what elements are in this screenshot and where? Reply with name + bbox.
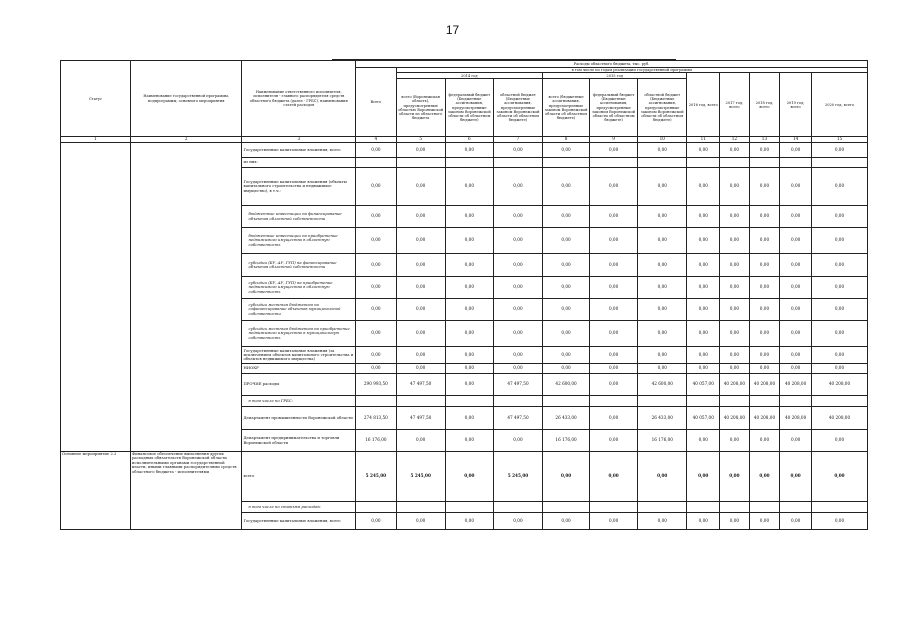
expense-item-label: Государственные капитальные вложения, всего: [242, 513, 356, 530]
value-cell: 0,00: [445, 374, 493, 396]
value-cell: 0,00: [396, 299, 445, 321]
value-cell: [356, 396, 396, 407]
value-cell: 0,00: [749, 513, 780, 530]
value-cell: 0,00: [811, 143, 867, 158]
value-cell: 0,00: [445, 228, 493, 254]
header-obl-2015: областной бюджет (Бюджетные ассигнования, предусмотренные законом Воронежской области об областном бюджете): [638, 79, 687, 137]
header-expenses-title: Расходы областного бюджета, тыс. руб.: [356, 61, 868, 68]
value-cell: 0,00: [445, 407, 493, 430]
index-cell: 8: [543, 137, 590, 143]
index-cell: 15: [811, 137, 867, 143]
value-cell: 0,00: [356, 513, 396, 530]
value-cell: 0,00: [638, 277, 687, 299]
expense-item-label: Государственные капитальные вложения (за исключением объектов капитального строительства и объектов недвижимого имущества): [242, 347, 356, 364]
value-cell: 0,00: [543, 228, 590, 254]
value-cell: 0,00: [720, 364, 750, 374]
program-cell: [130, 143, 242, 452]
value-cell: 0,00: [780, 430, 812, 452]
value-cell: 0,00: [687, 452, 720, 502]
activity-name: Финансовое обеспечение выполнения других расходных обязательств Воронежской области исполнительными органами государственной власти, иными главными распорядителями средств областного бюджета - исполнителями: [130, 452, 242, 530]
value-cell: 0,00: [720, 143, 750, 158]
value-cell: 47 497,50: [396, 374, 445, 396]
value-cell: [396, 502, 445, 513]
value-cell: 40 208,00: [780, 374, 812, 396]
value-cell: 0,00: [590, 228, 638, 254]
value-cell: 0,00: [687, 299, 720, 321]
header-executor: Наименование ответственного исполнителя, исполнителя - главного распорядителя средств областного бюджета (далее - ГРБС), наименования статей расходов: [242, 61, 356, 137]
value-cell: [780, 158, 812, 168]
value-cell: 0,00: [543, 452, 590, 502]
value-cell: 0,00: [445, 254, 493, 277]
value-cell: 0,00: [749, 430, 780, 452]
value-cell: 0,00: [590, 407, 638, 430]
value-cell: 0,00: [811, 168, 867, 206]
value-cell: [749, 396, 780, 407]
value-cell: 0,00: [493, 254, 542, 277]
value-cell: 0,00: [638, 143, 687, 158]
value-cell: 0,00: [445, 299, 493, 321]
value-cell: 0,00: [687, 277, 720, 299]
value-cell: 0,00: [687, 143, 720, 158]
value-cell: 5 245,00: [356, 452, 396, 502]
value-cell: [590, 158, 638, 168]
value-cell: 0,00: [356, 321, 396, 347]
value-cell: [356, 502, 396, 513]
value-cell: 0,00: [356, 299, 396, 321]
value-cell: [811, 158, 867, 168]
value-cell: 0,00: [749, 277, 780, 299]
value-cell: [445, 158, 493, 168]
value-cell: 40 057,00: [687, 407, 720, 430]
value-cell: 0,00: [543, 168, 590, 206]
value-cell: 0,00: [811, 254, 867, 277]
header-obl-2014: областной бюджет (Бюджетные ассигнования, предусмотренные законом Воронежской области об областном бюджете): [493, 79, 542, 137]
value-cell: [396, 158, 445, 168]
value-cell: 0,00: [590, 321, 638, 347]
value-cell: 0,00: [356, 206, 396, 228]
value-cell: 0,00: [590, 168, 638, 206]
value-cell: 0,00: [356, 254, 396, 277]
index-cell: 6: [445, 137, 493, 143]
table-header: [61, 61, 868, 137]
expense-item-label: Государственные капитальные вложения, всего: [242, 143, 356, 158]
value-cell: 0,00: [780, 228, 812, 254]
value-cell: 40 208,00: [720, 407, 750, 430]
value-cell: 0,00: [749, 168, 780, 206]
value-cell: [720, 158, 750, 168]
value-cell: 0,00: [780, 452, 812, 502]
value-cell: 47 497,50: [493, 374, 542, 396]
value-cell: 0,00: [445, 321, 493, 347]
value-cell: 0,00: [811, 228, 867, 254]
value-cell: 0,00: [493, 299, 542, 321]
index-cell: 10: [638, 137, 687, 143]
value-cell: 40 208,00: [780, 407, 812, 430]
expense-item-label: в том числе по ГРБС:: [242, 396, 356, 407]
header-2018: 2018 год, всего: [749, 73, 780, 137]
value-cell: 0,00: [356, 277, 396, 299]
value-cell: [638, 502, 687, 513]
value-cell: 0,00: [638, 513, 687, 530]
value-cell: 0,00: [543, 364, 590, 374]
value-cell: 0,00: [780, 321, 812, 347]
value-cell: 0,00: [638, 168, 687, 206]
value-cell: 0,00: [638, 206, 687, 228]
value-cell: 0,00: [687, 254, 720, 277]
value-cell: [749, 158, 780, 168]
value-cell: 0,00: [749, 143, 780, 158]
value-cell: 0,00: [780, 254, 812, 277]
value-cell: 0,00: [445, 143, 493, 158]
value-cell: [356, 158, 396, 168]
table-body: [61, 137, 868, 530]
value-cell: 0,00: [445, 206, 493, 228]
expense-item-label: ПРОЧИЕ расходы: [242, 374, 356, 396]
value-cell: 0,00: [720, 228, 750, 254]
value-cell: 0,00: [590, 143, 638, 158]
value-cell: 0,00: [445, 430, 493, 452]
expense-item-label: субсидии местным бюджетам на софинансирование объектов муниципальной собственности: [242, 299, 356, 321]
value-cell: 0,00: [780, 206, 812, 228]
index-cell: 3: [242, 137, 356, 143]
value-cell: 0,00: [493, 364, 542, 374]
value-cell: [749, 502, 780, 513]
value-cell: 40 208,00: [811, 407, 867, 430]
value-cell: 0,00: [356, 347, 396, 364]
index-cell: 7: [493, 137, 542, 143]
value-cell: 16 176,00: [638, 430, 687, 452]
value-cell: [687, 502, 720, 513]
value-cell: 0,00: [396, 321, 445, 347]
value-cell: 0,00: [720, 452, 750, 502]
value-cell: 0,00: [396, 254, 445, 277]
value-cell: 0,00: [590, 364, 638, 374]
index-cell: 2: [130, 137, 242, 143]
table-row: [61, 143, 868, 158]
index-cell: 1: [61, 137, 131, 143]
value-cell: 0,00: [811, 321, 867, 347]
value-cell: 0,00: [493, 347, 542, 364]
value-cell: 0,00: [543, 277, 590, 299]
value-cell: 0,00: [590, 513, 638, 530]
value-cell: 0,00: [749, 347, 780, 364]
expense-item-label: Государственные капитальные вложения (объекты капитального строительства и недвижимое имущество), в т.ч.:: [242, 168, 356, 206]
value-cell: 0,00: [590, 374, 638, 396]
expense-item-label: субсидии (БУ, АУ, ГУП) на финансирование объектов областной собственности: [242, 254, 356, 277]
value-cell: 0,00: [396, 347, 445, 364]
value-cell: 0,00: [780, 364, 812, 374]
table-row: [61, 452, 868, 502]
index-cell: 11: [687, 137, 720, 143]
value-cell: 0,00: [638, 299, 687, 321]
value-cell: 0,00: [590, 430, 638, 452]
value-cell: [543, 396, 590, 407]
value-cell: 0,00: [445, 277, 493, 299]
value-cell: 0,00: [720, 254, 750, 277]
value-cell: 0,00: [493, 228, 542, 254]
value-cell: 0,00: [356, 168, 396, 206]
value-cell: 0,00: [687, 513, 720, 530]
expense-item-label: субсидии (БУ, АУ, ГУП) на приобретение недвижимого имущества в областную собственность: [242, 277, 356, 299]
header-year-2015: 2015 год: [543, 73, 687, 79]
value-cell: 26 433,00: [543, 407, 590, 430]
value-cell: 42 600,00: [638, 374, 687, 396]
value-cell: 40 208,00: [749, 407, 780, 430]
value-cell: [780, 396, 812, 407]
value-cell: 0,00: [543, 206, 590, 228]
value-cell: 0,00: [638, 364, 687, 374]
value-cell: [687, 396, 720, 407]
value-cell: [638, 396, 687, 407]
value-cell: 0,00: [720, 347, 750, 364]
value-cell: [811, 396, 867, 407]
value-cell: 0,00: [590, 452, 638, 502]
value-cell: 0,00: [543, 513, 590, 530]
value-cell: 0,00: [396, 430, 445, 452]
expense-item-label: всего: [242, 452, 356, 502]
value-cell: 0,00: [445, 347, 493, 364]
value-cell: 0,00: [780, 347, 812, 364]
value-cell: [493, 158, 542, 168]
value-cell: 5 245,00: [396, 452, 445, 502]
budget-table: [60, 60, 868, 530]
index-cell: 5: [396, 137, 445, 143]
value-cell: 0,00: [543, 347, 590, 364]
value-cell: [720, 396, 750, 407]
value-cell: 0,00: [720, 168, 750, 206]
value-cell: 0,00: [396, 277, 445, 299]
value-cell: 290 993,50: [356, 374, 396, 396]
value-cell: 0,00: [720, 277, 750, 299]
value-cell: 0,00: [780, 143, 812, 158]
value-cell: [445, 396, 493, 407]
value-cell: 0,00: [687, 321, 720, 347]
value-cell: [590, 396, 638, 407]
value-cell: [687, 158, 720, 168]
header-own-2014: всего (Воронежская область), предусмотренные областью Воронежской области из областного бюджета: [396, 79, 445, 137]
expense-item-label: бюджетные инвестиции на приобретение недвижимого имущества в областную собственность: [242, 228, 356, 254]
value-cell: 0,00: [687, 364, 720, 374]
value-cell: 0,00: [638, 254, 687, 277]
value-cell: 0,00: [749, 228, 780, 254]
value-cell: 0,00: [396, 206, 445, 228]
value-cell: [396, 396, 445, 407]
value-cell: 0,00: [720, 206, 750, 228]
value-cell: 0,00: [445, 168, 493, 206]
value-cell: 42 600,00: [543, 374, 590, 396]
value-cell: 0,00: [749, 254, 780, 277]
value-cell: 0,00: [445, 364, 493, 374]
value-cell: 0,00: [493, 277, 542, 299]
value-cell: [543, 158, 590, 168]
value-cell: 0,00: [493, 168, 542, 206]
value-cell: 0,00: [780, 277, 812, 299]
value-cell: 0,00: [811, 452, 867, 502]
index-cell: 12: [720, 137, 750, 143]
value-cell: 0,00: [445, 452, 493, 502]
value-cell: 0,00: [493, 321, 542, 347]
expense-item-label: субсидии местным бюджетам на приобретение недвижимого имущества в муниципальную собственность: [242, 321, 356, 347]
value-cell: 0,00: [493, 513, 542, 530]
value-cell: 0,00: [687, 228, 720, 254]
status-cell: [61, 143, 131, 452]
value-cell: 0,00: [590, 299, 638, 321]
header-status: Статус: [61, 61, 131, 137]
value-cell: 16 176,00: [543, 430, 590, 452]
header-fed-2015: федеральный бюджет (Бюджетные ассигнования, предусмотренные законом Воронежской области об областном бюджете): [590, 79, 638, 137]
index-cell: 4: [356, 137, 396, 143]
value-cell: 0,00: [749, 206, 780, 228]
value-cell: 0,00: [811, 299, 867, 321]
value-cell: [780, 502, 812, 513]
activity-status: Основное мероприятие 2.2: [61, 452, 131, 530]
value-cell: 0,00: [749, 299, 780, 321]
value-cell: 0,00: [543, 321, 590, 347]
expense-item-label: НИОКР: [242, 364, 356, 374]
value-cell: 40 208,00: [811, 374, 867, 396]
value-cell: 0,00: [720, 321, 750, 347]
value-cell: 0,00: [356, 143, 396, 158]
header-by-years: в том числе по годам реализации государственной программы: [396, 68, 867, 73]
value-cell: 47 497,50: [493, 407, 542, 430]
value-cell: 0,00: [811, 364, 867, 374]
value-cell: 0,00: [811, 347, 867, 364]
value-cell: 0,00: [638, 228, 687, 254]
expense-item-label: в том числе по статьям расходов:: [242, 502, 356, 513]
value-cell: 0,00: [396, 143, 445, 158]
value-cell: 0,00: [811, 513, 867, 530]
header-2016: 2016 год, всего: [687, 73, 720, 137]
value-cell: 40 208,00: [720, 374, 750, 396]
value-cell: 0,00: [543, 299, 590, 321]
value-cell: 5 245,00: [493, 452, 542, 502]
value-cell: 274 813,50: [356, 407, 396, 430]
value-cell: 16 176,00: [356, 430, 396, 452]
value-cell: [811, 502, 867, 513]
header-total: Всего: [356, 68, 396, 137]
value-cell: 0,00: [638, 452, 687, 502]
value-cell: 0,00: [543, 143, 590, 158]
header-2017: 2017 год, всего: [720, 73, 750, 137]
value-cell: 0,00: [590, 254, 638, 277]
value-cell: 40 057,00: [687, 374, 720, 396]
index-cell: 13: [749, 137, 780, 143]
header-year-2014: 2014 год: [396, 73, 542, 79]
value-cell: 0,00: [780, 299, 812, 321]
value-cell: 0,00: [493, 430, 542, 452]
value-cell: 0,00: [396, 168, 445, 206]
value-cell: 0,00: [493, 206, 542, 228]
value-cell: [720, 502, 750, 513]
value-cell: 0,00: [396, 228, 445, 254]
value-cell: 0,00: [638, 321, 687, 347]
index-cell: 9: [590, 137, 638, 143]
value-cell: 0,00: [493, 143, 542, 158]
value-cell: 26 433,00: [638, 407, 687, 430]
value-cell: 0,00: [749, 321, 780, 347]
expense-item-label: из них:: [242, 158, 356, 168]
value-cell: 0,00: [687, 347, 720, 364]
value-cell: 0,00: [445, 513, 493, 530]
expense-item-label: Департамент промышленности Воронежской области: [242, 407, 356, 430]
header-2019: 2019 год, всего: [780, 73, 812, 137]
expense-item-label: бюджетные инвестиции на финансирование объектов областной собственности: [242, 206, 356, 228]
value-cell: 0,00: [749, 364, 780, 374]
expense-item-label: Департамент предпринимательства и торговли Воронежской области: [242, 430, 356, 452]
value-cell: 0,00: [749, 452, 780, 502]
value-cell: [638, 158, 687, 168]
value-cell: 0,00: [720, 299, 750, 321]
value-cell: [590, 502, 638, 513]
header-own-2015: всего (бюджетные ассигнования, предусмотренные законом Воронежской области об областном бюджете): [543, 79, 590, 137]
value-cell: [445, 502, 493, 513]
value-cell: 0,00: [687, 206, 720, 228]
header-fed-2014: федеральный бюджет (Бюджетные ассигнования, предусмотренные законом Воронежской области об областном бюджете): [445, 79, 493, 137]
value-cell: 0,00: [590, 277, 638, 299]
value-cell: 0,00: [638, 347, 687, 364]
page-number: 17: [445, 23, 460, 37]
value-cell: 0,00: [356, 228, 396, 254]
header-program-name: Наименование государственной программы, подпрограммы, основного мероприятия: [130, 61, 242, 137]
value-cell: 0,00: [780, 168, 812, 206]
value-cell: [493, 502, 542, 513]
value-cell: 0,00: [720, 513, 750, 530]
value-cell: [543, 502, 590, 513]
value-cell: 0,00: [811, 277, 867, 299]
value-cell: 40 208,00: [749, 374, 780, 396]
value-cell: 0,00: [720, 430, 750, 452]
value-cell: 0,00: [687, 168, 720, 206]
value-cell: [493, 396, 542, 407]
value-cell: 0,00: [811, 206, 867, 228]
value-cell: 0,00: [356, 364, 396, 374]
value-cell: 0,00: [780, 513, 812, 530]
value-cell: 0,00: [396, 513, 445, 530]
value-cell: 47 497,50: [396, 407, 445, 430]
value-cell: 0,00: [543, 254, 590, 277]
value-cell: 0,00: [687, 430, 720, 452]
value-cell: 0,00: [396, 364, 445, 374]
header-2020: 2020 год, всего: [811, 73, 867, 137]
value-cell: 0,00: [811, 430, 867, 452]
index-cell: 14: [780, 137, 812, 143]
value-cell: 0,00: [590, 206, 638, 228]
value-cell: 0,00: [590, 347, 638, 364]
